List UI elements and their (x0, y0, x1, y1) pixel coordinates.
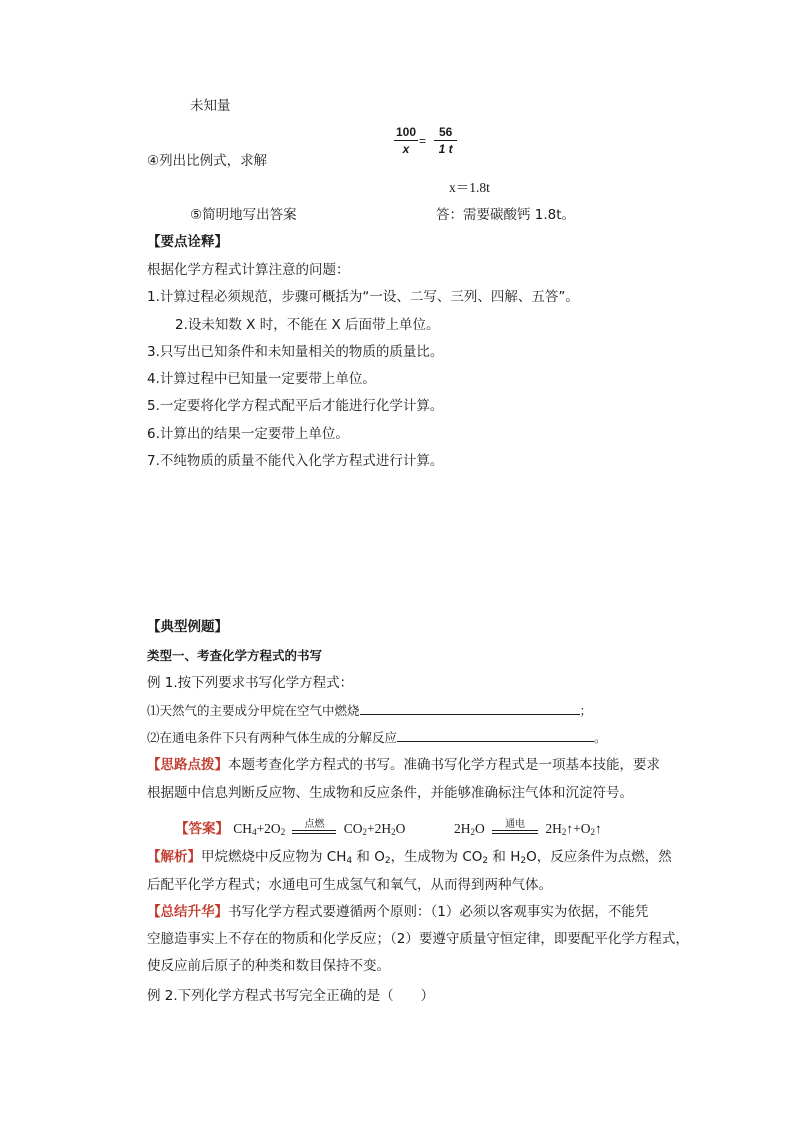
key-point-item: 5.一定要将化学方程式配平后才能进行化学计算。 (147, 398, 444, 414)
equation-2-right: $2H_2↑+O_2↑$ (545, 821, 602, 837)
key-point-item: 2.设未知数 X 时，不能在 X 后面带上单位。 (175, 317, 440, 333)
hint-line-2: 根据题中信息判断反应物、生成物和反应条件，并能够准确标注气体和沉淀符号。 (147, 785, 633, 801)
fraction-bar (434, 140, 457, 141)
answer-text: 答：需要碳酸钙 1.8t。 (436, 207, 576, 223)
fraction-left (394, 125, 418, 156)
hint-text-1: 本题考查化学方程式的书写。准确书写化学方程式是一项基本技能，要求 (228, 757, 660, 773)
example-1-question-1 (147, 702, 592, 720)
fraction-left-numerator: 100 (396, 125, 417, 139)
fraction-bar (394, 140, 418, 141)
example-2-title: 例 2.下列化学方程式书写完全正确的是（ ） (147, 988, 435, 1004)
answer-blank-2[interactable] (397, 729, 594, 742)
analysis-label: 【解析】 (147, 849, 201, 865)
analysis-line-2: 后配平化学方程式；水通电可生成氢气和氧气，从而得到两种气体。 (147, 877, 552, 893)
answer-label: 【答案】 (175, 821, 229, 837)
summary-line-2: 空臆造事实上不存在的物质和化学反应；（2）要遵守质量守恒定律，即要配平化学方程式， (147, 931, 689, 947)
key-point-item: 6.计算出的结果一定要带上单位。 (147, 426, 349, 442)
answer-line (175, 820, 602, 841)
unknown-label: 未知量 (190, 98, 231, 114)
hint-line-1 (147, 756, 660, 774)
answer-blank-1[interactable] (360, 702, 580, 715)
analysis-line-1 (147, 848, 672, 870)
key-points-intro: 根据化学方程式计算注意的问题： (147, 262, 350, 278)
hint-label: 【思路点拨】 (147, 757, 228, 773)
summary-line-1 (147, 903, 648, 921)
equation-1-left: $CH_4+2O_2$ (233, 821, 286, 837)
condition-electrolysis-label: 通电 (505, 819, 526, 830)
step-5-text: ⑤简明地写出答案 (190, 207, 297, 223)
equation-2-left: $2H_2O$ (454, 821, 485, 837)
key-point-item: 1.计算过程必须规范，步骤可概括为“一设、二写、三列、四解、五答”。 (147, 289, 579, 305)
example-1-title: 例 1.按下列要求书写化学方程式： (147, 675, 354, 691)
x-result: x＝1.8t (449, 180, 490, 195)
equal-arrow (492, 830, 538, 834)
key-point-item: 7.不纯物质的质量不能代入化学方程式进行计算。 (147, 453, 444, 469)
equation-1-right: $CO_2+2H_2O$ (343, 821, 406, 837)
type-1-title: 类型一、考查化学方程式的书写 (147, 648, 323, 663)
fraction-right (434, 125, 457, 156)
fraction-right-denominator: 1 t (438, 142, 453, 156)
reaction-condition-burn (292, 820, 336, 834)
key-points-heading: 【要点诠释】 (147, 234, 228, 250)
fraction-right-numerator: 56 (439, 125, 453, 139)
equals-sign: = (419, 134, 427, 148)
question-2-text: ⑵在通电条件下只有两种气体生成的分解反应 (147, 730, 398, 745)
summary-label: 【总结升华】 (147, 904, 228, 920)
question-1-end: ； (579, 703, 593, 718)
step-4-text: ④列出比例式，求解 (147, 153, 268, 169)
key-point-item: 4.计算过程中已知量一定要带上单位。 (147, 371, 376, 387)
summary-text-1: 书写化学方程式要遵循两个原则：（1）必须以客观事实为依据，不能凭 (228, 904, 649, 920)
equal-arrow (292, 830, 336, 834)
analysis-text-1: 甲烷燃烧中反应物为 $CH_4$ 和 $O_2$，生成物为 $CO_2$ 和 $H_2O$，反应条件为点燃，然 (201, 849, 672, 866)
question-2-end: 。 (594, 730, 607, 745)
example-1-question-2 (147, 729, 607, 747)
reaction-condition-electrolysis (492, 820, 538, 834)
key-point-item: 3.只写出已知条件和未知量相关的物质的质量比。 (147, 344, 444, 360)
question-1-text: ⑴天然气的主要成分甲烷在空气中燃烧 (147, 703, 360, 718)
examples-heading: 【典型例题】 (147, 619, 228, 635)
fraction-left-denominator: x (402, 142, 410, 156)
summary-line-3: 使反应前后原子的种类和数目保持不变。 (147, 958, 390, 974)
condition-burn-label: 点燃 (304, 819, 325, 830)
